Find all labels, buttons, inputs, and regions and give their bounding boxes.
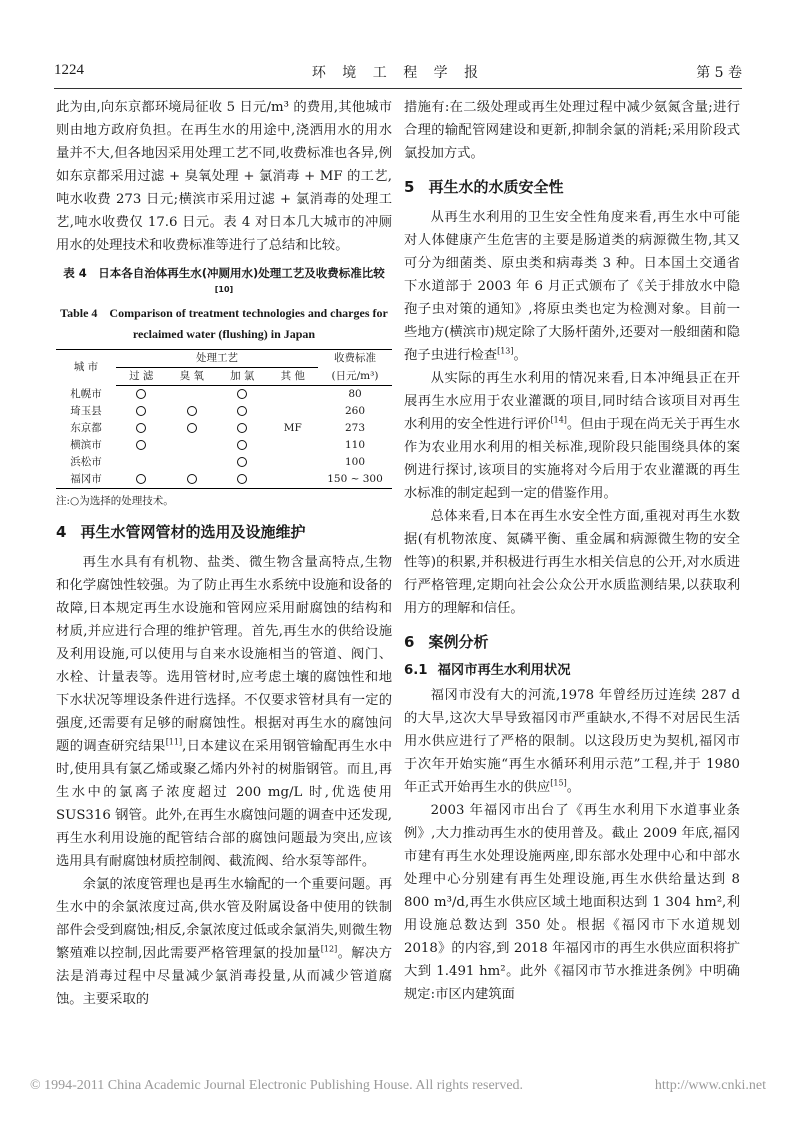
footer [30, 1078, 766, 1094]
section-6-heading: 6 案例分析 [404, 633, 489, 651]
city-cell: 札幌市 [70, 387, 102, 400]
charge-cell: 150 ~ 300 [318, 471, 392, 489]
charge-cell: 100 [344, 456, 366, 468]
table-row [56, 454, 392, 471]
paragraph: 2003 年福冈市出台了《再生水利用下水道事业条例》,大力推动再生水的使用普及。截止 2009 年底,福冈市建有再生水处理设施两座,即东部水处理中心和中部水处理中心分别建有再生处理设施,再生水供给量达到 8 800 m³/d,再生水供应区域土地面积达到 1 304 hm²,利用设施总数达到 350 处。根据《福冈市下水道规划 2018》的内容,到 2018 年福冈市的再生水供应面积将扩大到 1.491 hm²。此外《福冈市节水推进条例》中明确规定:市区内建筑面 [404, 803, 740, 1002]
footer-url: http://www.cnki.net [654, 1078, 766, 1093]
col-filter: 过 滤 [116, 368, 167, 386]
other-cell: MF [283, 422, 302, 434]
selected-circle-icon [136, 474, 146, 484]
paragraph: 此为由,向东京都环境局征收 5 日元/m³ 的费用,其他城市则由地方政府负担。在再生水的用途中,浇洒用水的用水量并不大,但各地因采用处理工艺不同,收费标准也各异,例如东京都采用过滤 + 臭氧处理 + 氯消毒 + MF 的工艺,吨水收费 273 日元;横滨市采用过滤 + 氯消毒的处理工艺,吨水收费仅 17.6 日元。表 4 对日本几大城市的冲厕用水的处理技术和收费标准等进行了总结和比较。 [56, 100, 392, 253]
charge-unit: (日元/m³) [318, 368, 392, 386]
selected-circle-icon [187, 406, 197, 416]
copyright-text: © 1994-2011 China Academic Journal Electronic Publishing House. All rights reserved. [30, 1078, 524, 1093]
journal-title: 环 境 工 程 学 报 [311, 65, 485, 81]
citation: [14] [550, 415, 567, 425]
left-column [56, 96, 392, 1011]
paragraph: 福冈市没有大的河流,1978 年曾经历过连续 287 d 的大旱,这次大旱导致福冈市严重缺水,不得不对居民生活用水供应进行了严格的限制。以这段历史为契机,福冈市于次年开始实施“再生水循环利用示范”工程,并于 1980 年正式开始再生水的供应[15]。 [404, 688, 740, 795]
paragraph: 总体来看,日本在再生水安全性方面,重视对再生水数据(有机物浓度、氮磷平衡、重金属和病源微生物的安全性等)的积累,并积极进行再生水相关信息的公开,对水质进行严格管理,定期向社会公众公开水质监测结果,以获取利用方的理解和信任。 [404, 509, 740, 616]
city-cell: 东京都 [70, 422, 102, 434]
charge-cell: 80 [348, 388, 362, 400]
citation: [15] [550, 778, 567, 788]
col-chlorine: 加 氯 [217, 368, 268, 386]
citation: [10] [214, 285, 234, 295]
charge-header: 收费标准 [318, 350, 392, 368]
col-other: 其 他 [268, 368, 319, 386]
table-caption-cn: 表 4 日本各自治体再生水(冲厕用水)处理工艺及收费标准比较[10] [63, 266, 385, 295]
section-5-heading: 5 再生水的水质安全性 [404, 178, 564, 196]
section-6-1-heading: 6.1 福冈市再生水利用状况 [404, 663, 571, 678]
table-row [56, 437, 392, 454]
selected-circle-icon [237, 389, 247, 399]
table-row [56, 403, 392, 420]
selected-circle-icon [237, 406, 247, 416]
selected-circle-icon [136, 406, 146, 416]
charge-cell: 273 [344, 422, 366, 434]
city-cell: 福冈市 [56, 471, 116, 489]
selected-circle-icon [136, 389, 146, 399]
header-rule [54, 88, 742, 89]
selected-circle-icon [136, 423, 146, 433]
section-4-heading: 4 再生水管网管材的选用及设施维护 [56, 523, 306, 541]
paragraph: 再生水具有有机物、盐类、微生物含量高特点,生物和化学腐蚀性较强。为了防止再生水系统中设施和设备的故障,日本规定再生水设施和管网应采用耐腐蚀的结构和材质,并应进行合理的维护管理。首先,再生水的供给设施及利用设施,可以使用与自来水设施相当的管道、阀门、水栓、计量表等。选用管材时,应考虑土壤的腐蚀性和地下水状况等埋设条件进行选择。不仅要求管材具有一定的强度,还需要有足够的耐腐蚀性。根据对再生水的腐蚀问题的调查研究结果[11],日本建议在采用钢管输配再生水中时,使用具有氯乙烯或聚乙烯内外衬的树脂钢管。而且,再生水中的氯离子浓度超过 200 mg/L 时,优选使用 SUS316 钢管。此外,在再生水腐蚀问题的调查中还发现,再生水利用设施的配管结合部的腐蚀问题最为突出,应该选用具有耐腐蚀材质控制阀、截流阀、给水泵等部件。 [56, 555, 392, 869]
citation: [13] [497, 346, 514, 356]
city-cell: 横滨市 [70, 439, 102, 451]
page-number: 1224 [54, 62, 84, 78]
citation: [12] [320, 944, 338, 954]
table-row [56, 420, 392, 437]
table-note: 注:○为选择的处理技术。 [56, 495, 174, 507]
page-header [54, 60, 742, 86]
selected-circle-icon [136, 440, 146, 450]
right-column [404, 96, 740, 1006]
citation: [11] [165, 737, 183, 747]
city-header: 城 市 [56, 350, 116, 386]
selected-circle-icon [187, 423, 197, 433]
selected-circle-icon [237, 474, 247, 484]
selected-circle-icon [237, 457, 247, 467]
paragraph: 从实际的再生水利用的情况来看,日本冲绳县正在开展再生水应用于农业灌溉的项目,同时结合该项目对再生水利用的安全性进行评价[14]。但由于现在尚无关于再生水作为农业用水利用的相关标准,现阶段只能围绕具体的案例进行探讨,该项目的实施将对今后用于农业灌溉的再生水标准的制定起到一定的借鉴作用。 [404, 371, 741, 501]
table-caption-en: Table 4 Comparison of treatment technologies and charges for reclaimed water (flushing) in Japan [60, 306, 388, 341]
selected-circle-icon [237, 440, 247, 450]
volume-label: 第 5 卷 [696, 65, 742, 81]
col-ozone: 臭 氧 [167, 368, 218, 386]
process-header: 处理工艺 [116, 350, 318, 368]
city-cell: 浜松市 [70, 456, 102, 468]
paragraph: 余氯的浓度管理也是再生水输配的一个重要问题。再生水中的余氯浓度过高,供水管及附属设备中使用的铁制部件会受到腐蚀;相反,余氯浓度过低或余氯消失,则微生物繁殖难以控制,因此需要严格管理氯的投加量[12]。解决方法是消毒过程中尽量减少氯消毒投量,从而减少管道腐蚀。主要采取的 [56, 877, 392, 1007]
charge-cell: 110 [344, 439, 366, 451]
selected-circle-icon [237, 423, 247, 433]
treatment-table [56, 349, 392, 489]
table-row [56, 471, 392, 489]
paragraph: 从再生水利用的卫生安全性角度来看,再生水中可能对人体健康产生危害的主要是肠道类的病源微生物,其又可分为细菌类、原虫类和病毒类 3 种。日本国土交通省下水道部于 2003 年 6 月正式颁布了《关于排放水中隐孢子虫对策的通知》,将原虫类也定为检测对象。目前一些地方(横滨市)规定除了大肠杆菌外,还要对一般细菌和隐孢子虫进行检查[13]。 [404, 210, 740, 363]
selected-circle-icon [187, 474, 197, 484]
table-row [56, 386, 392, 404]
city-cell: 琦玉县 [70, 405, 102, 417]
paragraph: 措施有:在二级处理或再生处理过程中减少氨氮含量;进行合理的输配管网建设和更新,抑制余氯的消耗;采用阶段式氯投加方式。 [404, 100, 740, 161]
charge-cell: 260 [344, 405, 366, 417]
